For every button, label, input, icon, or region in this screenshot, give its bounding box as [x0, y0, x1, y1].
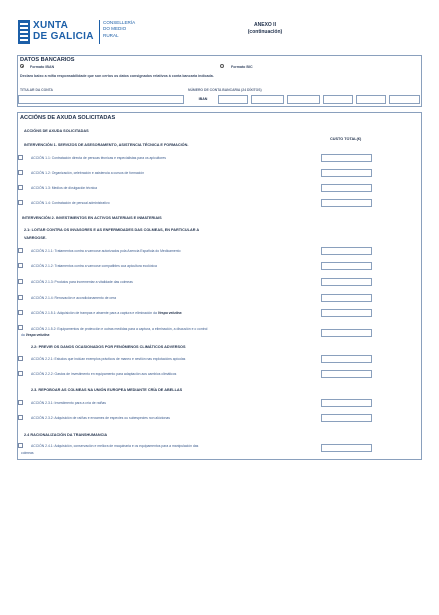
- vespa-velutina-term: Vespa velutina: [157, 311, 182, 315]
- action-2-3-1-label: ACCIÓN 2.3.1: Investimento para a cría de raíñas: [31, 401, 107, 405]
- action-1-1-label: ACCIÓN 1.1: Contratación directa de persoas técnicas e especialistas para os apicultores: [31, 156, 166, 160]
- intervention-2-title: INTERVENCIÓN 2. INVESTIMENTOS EN ACTIVOS MATERIAIS E INMATERIAIS: [22, 216, 162, 220]
- action-2-3-2-label: ACCIÓN 2.3.2: Adquisición de raíñas e enxames de especies ou subespecies non alóctonas: [31, 416, 170, 420]
- action-1-4-checkbox[interactable]: [18, 200, 23, 205]
- action-2-1-5-1-cost[interactable]: [321, 309, 372, 317]
- action-2-1-5-2-checkbox[interactable]: [18, 325, 23, 330]
- action-1-1-cost[interactable]: [321, 154, 372, 162]
- action-2-1-2-cost[interactable]: [321, 262, 372, 270]
- dept-line-3: RURAL: [103, 32, 119, 38]
- action-2-4-1-label-line-2: colmeas: [21, 451, 34, 455]
- xunta-logo: [18, 20, 138, 46]
- account-digits-input-1[interactable]: [218, 95, 248, 104]
- action-2-1-5-1-checkbox[interactable]: [18, 310, 23, 315]
- annex-title: ANEXO II: [254, 22, 276, 28]
- intervention-1-title: INTERVENCIÓN 1. SERVIZOS DE ASESORAMENTO, ASISTENCIA TÉCNICA E FORMACIÓN.: [24, 143, 189, 147]
- action-2-1-5-2-label-line-1: ACCIÓN 2.1.5.2: Equipamentos de protección e outras medidas para a captura, a eliminación, a discusión e o control: [31, 327, 208, 331]
- logo-line-1: XUNTA: [33, 20, 69, 31]
- section-2-1-title-line-1: 2.1: LOITAR CONTRA OS INVASORES E AS ENFERMIDADES DAS COLMEAS, EN PARTICULAR A: [24, 228, 200, 232]
- action-1-3-checkbox[interactable]: [18, 185, 23, 190]
- action-2-1-3-label: ACCIÓN 2.1.3: Produtos para incrementar a vitalidade das colmeas: [31, 280, 133, 284]
- action-2-1-5-2-text: da: [21, 333, 25, 337]
- action-2-3-1-checkbox[interactable]: [18, 400, 23, 405]
- action-2-1-5-2-cost[interactable]: [321, 329, 372, 337]
- annex-subtitle: (continuación): [247, 29, 283, 35]
- action-2-1-4-label: ACCIÓN 2.1.4: Renovación e acondicionamento de cera: [31, 296, 117, 300]
- action-2-1-4-cost[interactable]: [321, 294, 372, 302]
- account-holder-input[interactable]: [18, 95, 184, 104]
- account-digits-input-6[interactable]: [389, 95, 420, 104]
- annex-heading: [220, 22, 310, 36]
- action-1-4-cost[interactable]: [321, 199, 372, 207]
- action-2-1-1-cost[interactable]: [321, 247, 372, 255]
- action-2-1-4-checkbox[interactable]: [18, 295, 23, 300]
- action-2-1-3-cost[interactable]: [321, 278, 372, 286]
- iban-option-label: Formato IBAN: [30, 64, 55, 69]
- account-digits-input-2[interactable]: [251, 95, 284, 104]
- action-2-1-5-1-text: ACCIÓN 2.1.5.1: Adquisición de trampas e atraente para a captura e eliminación da: [31, 311, 157, 315]
- bic-radio[interactable]: [220, 64, 224, 68]
- action-2-2-1-cost[interactable]: [321, 355, 372, 363]
- cost-column-header: CUSTO TOTAL(€): [330, 137, 362, 141]
- aid-actions-section: [17, 112, 422, 460]
- action-2-1-5-2-label-line-2: [21, 332, 49, 338]
- aid-section-title: ACCIÓNS DE AXUDA SOLICITADAS: [20, 115, 116, 121]
- action-1-4-label: ACCIÓN 1.4: Contratación de persoal administrativo: [31, 201, 110, 205]
- bank-section-title: DATOS BANCARIOS: [20, 57, 75, 63]
- action-2-3-2-cost[interactable]: [321, 414, 372, 422]
- action-1-3-label: ACCIÓN 1.3: Medios de divulgación técnica: [31, 186, 97, 190]
- action-2-2-1-label: ACCIÓN 2.2.1: Estudos que inclúan exemplos prácticos de maneo e xestión nas explotacións apícolas: [31, 357, 186, 361]
- action-1-2-checkbox[interactable]: [18, 170, 23, 175]
- action-2-1-2-label: ACCIÓN 2.1.2: Tratamentos contra a varroose compatibles coa apicultura ecolóxica: [31, 264, 157, 268]
- section-2-4-title: 2.4 RACIONALIZACIÓN DA TRANSHUMANCIA: [24, 433, 108, 437]
- action-2-4-1-checkbox[interactable]: [18, 443, 23, 448]
- iban-radio[interactable]: [20, 64, 24, 68]
- action-2-2-2-cost[interactable]: [321, 370, 372, 378]
- logo-separator: [99, 20, 100, 44]
- action-2-2-2-label: ACCIÓN 2.2.2: Gastos de investimento en equipamento para adaptación aos cambios climáticos: [31, 372, 177, 376]
- action-1-1-checkbox[interactable]: [18, 155, 23, 160]
- iban-prefix: IBAN: [198, 97, 208, 101]
- action-1-2-cost[interactable]: [321, 169, 372, 177]
- action-2-2-2-checkbox[interactable]: [18, 371, 23, 376]
- section-2-3-title: 2.3. REPOBOAR AS COLMEAS NA UNIÓN EUROPEA MEDIANTE CRÍA DE ABELLAS: [31, 388, 183, 392]
- account-digits-input-3[interactable]: [287, 95, 320, 104]
- action-2-2-1-checkbox[interactable]: [18, 356, 23, 361]
- action-2-4-1-label-line-1: ACCIÓN 2.4.1: Adquisición, conservación e mellora de maquinaria e os equipamentos para a manipulación das: [31, 444, 199, 448]
- section-2-1-title-line-2: VARROOSE.: [24, 236, 47, 240]
- dept-line-1: CONSELLERÍA: [103, 20, 136, 25]
- action-2-1-1-label: ACCIÓN 2.1.1: Tratamentos contra a varroose autorizados pola Axencia Española do Medicamento: [31, 249, 181, 253]
- department-name: [103, 20, 135, 39]
- vespa-velutina-term-2: Vespa velutina: [25, 333, 50, 337]
- section-2-2-title: 2.2: PREVIR OS DANOS OCASIONADOS POR FENÓMENOS CLIMÁTICOS ADVERSOS: [31, 345, 186, 349]
- action-1-3-cost[interactable]: [321, 184, 372, 192]
- bic-option-label: Formato BIC: [231, 64, 253, 69]
- action-1-2-label: ACCIÓN 1.2: Organización, celebración e asistencia a cursos de formación: [31, 171, 145, 175]
- action-2-4-1-cost[interactable]: [321, 444, 372, 452]
- page-header: [0, 0, 439, 52]
- action-2-1-3-checkbox[interactable]: [18, 279, 23, 284]
- action-2-1-2-checkbox[interactable]: [18, 263, 23, 268]
- logo-line-2: DE GALICIA: [33, 31, 94, 42]
- account-holder-label: TITULAR DA CONTA: [20, 88, 53, 92]
- aid-subtitle: ACCIÓNS DE AXUDA SOLICITADAS: [24, 129, 89, 133]
- bank-declaration: Declaro baixo a miña responsabilidade que son certos os datos consignados relativos á conta bancaria indicada.: [20, 74, 214, 78]
- action-2-1-5-1-label: [31, 310, 181, 316]
- action-2-3-2-checkbox[interactable]: [18, 415, 23, 420]
- account-number-label: NÚMERO DE CONTA BANCARIA (24 DÍXITOS): [188, 88, 262, 92]
- action-2-3-1-cost[interactable]: [321, 399, 372, 407]
- account-digits-input-4[interactable]: [323, 95, 353, 104]
- galicia-shield-icon: [18, 20, 30, 44]
- action-2-1-1-checkbox[interactable]: [18, 248, 23, 253]
- dept-line-2: DO MEDIO: [103, 26, 127, 32]
- account-digits-input-5[interactable]: [356, 95, 386, 104]
